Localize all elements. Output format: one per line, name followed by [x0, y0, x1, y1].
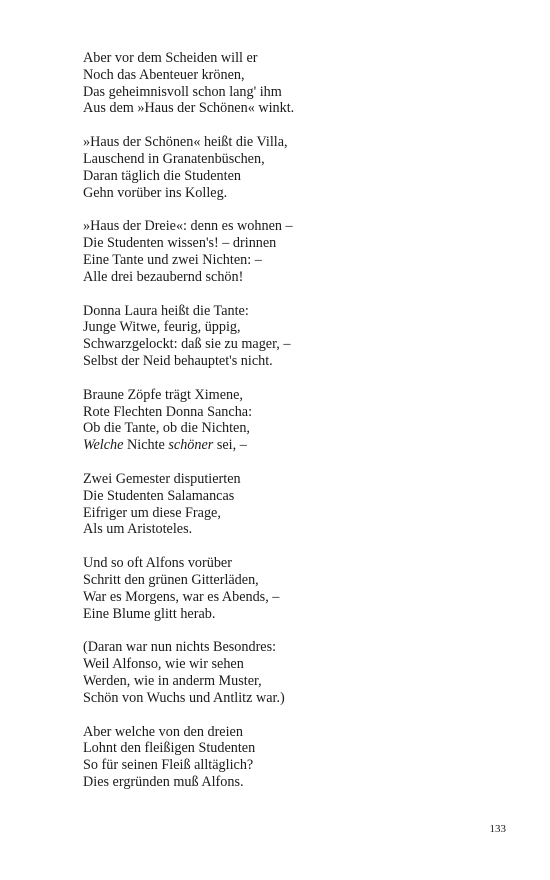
italic-word: schöner	[168, 437, 214, 454]
poem-line: Aus dem »Haus der Schönen« winkt.	[83, 100, 295, 117]
poem-line: Die Studenten wissen's! – drinnen	[83, 235, 277, 252]
poem-line: Eine Tante und zwei Nichten: –	[83, 251, 262, 268]
stanza-8	[83, 639, 483, 706]
poem-line: Werden, wie in anderm Muster,	[83, 672, 262, 689]
poem-line: Zwei Gemester disputierten	[83, 470, 241, 487]
poem-line: Gehn vorüber ins Kolleg.	[83, 184, 228, 201]
stanza-6	[83, 471, 483, 538]
poem-line: Donna Laura heißt die Tante:	[83, 302, 249, 319]
plain-text: sei, –	[213, 437, 247, 454]
poem-line: Selbst der Neid behauptet's nicht.	[83, 352, 273, 369]
poem-line: Braune Zöpfe trägt Ximene,	[83, 386, 243, 403]
poem-line: So für seinen Fleiß alltäglich?	[83, 757, 254, 774]
poem-line: »Haus der Schönen« heißt die Villa,	[83, 134, 288, 151]
poem-text	[83, 50, 483, 808]
poem-line: »Haus der Dreie«: denn es wohnen –	[83, 218, 293, 235]
stanza-7	[83, 555, 483, 622]
stanza-1	[83, 50, 483, 117]
poem-line: Die Studenten Salamancas	[83, 487, 235, 504]
poem-line: Das geheimnisvoll schon lang' ihm	[83, 83, 282, 100]
poem-line: Alle drei bezaubernd schön!	[83, 268, 244, 285]
poem-line: Lohnt den fleißigen Studenten	[83, 740, 256, 757]
poem-line: Als um Aristoteles.	[83, 521, 193, 538]
poem-line: Rote Flechten Donna Sancha:	[83, 403, 253, 420]
poem-line: Dies ergründen muß Alfons.	[83, 773, 244, 790]
poem-line-mixed	[83, 437, 483, 454]
poem-line: Daran täglich die Studenten	[83, 167, 241, 184]
poem-line: (Daran war nun nichts Besondres:	[83, 639, 277, 656]
stanza-9	[83, 724, 483, 791]
poem-line: Ob die Tante, ob die Nichten,	[83, 420, 250, 437]
poem-line: Eine Blume glitt herab.	[83, 605, 216, 622]
italic-word: Welche	[83, 437, 124, 454]
poem-line: Noch das Abenteuer krönen,	[83, 66, 245, 83]
stanza-2	[83, 134, 483, 201]
stanza-3	[83, 218, 483, 285]
page-number: 133	[489, 823, 506, 835]
plain-text: Nichte	[123, 437, 169, 454]
poem-line: Eifriger um diese Frage,	[83, 504, 221, 521]
poem-line: Schritt den grünen Gitterläden,	[83, 571, 259, 588]
poem-line: Und so oft Alfons vorüber	[83, 555, 232, 572]
poem-line: Lauschend in Granatenbüschen,	[83, 150, 265, 167]
poem-line: War es Morgens, war es Abends, –	[83, 588, 280, 605]
poem-line: Schön von Wuchs und Antlitz war.)	[83, 689, 285, 706]
stanza-4	[83, 303, 483, 370]
poem-line: Aber welche von den dreien	[83, 723, 243, 740]
poem-line: Schwarzgelockt: daß sie zu mager, –	[83, 336, 291, 353]
stanza-5	[83, 387, 483, 454]
poem-line: Weil Alfonso, wie wir sehen	[83, 656, 244, 673]
poem-line: Aber vor dem Scheiden will er	[83, 50, 258, 66]
poem-line: Junge Witwe, feurig, üppig,	[83, 319, 241, 336]
